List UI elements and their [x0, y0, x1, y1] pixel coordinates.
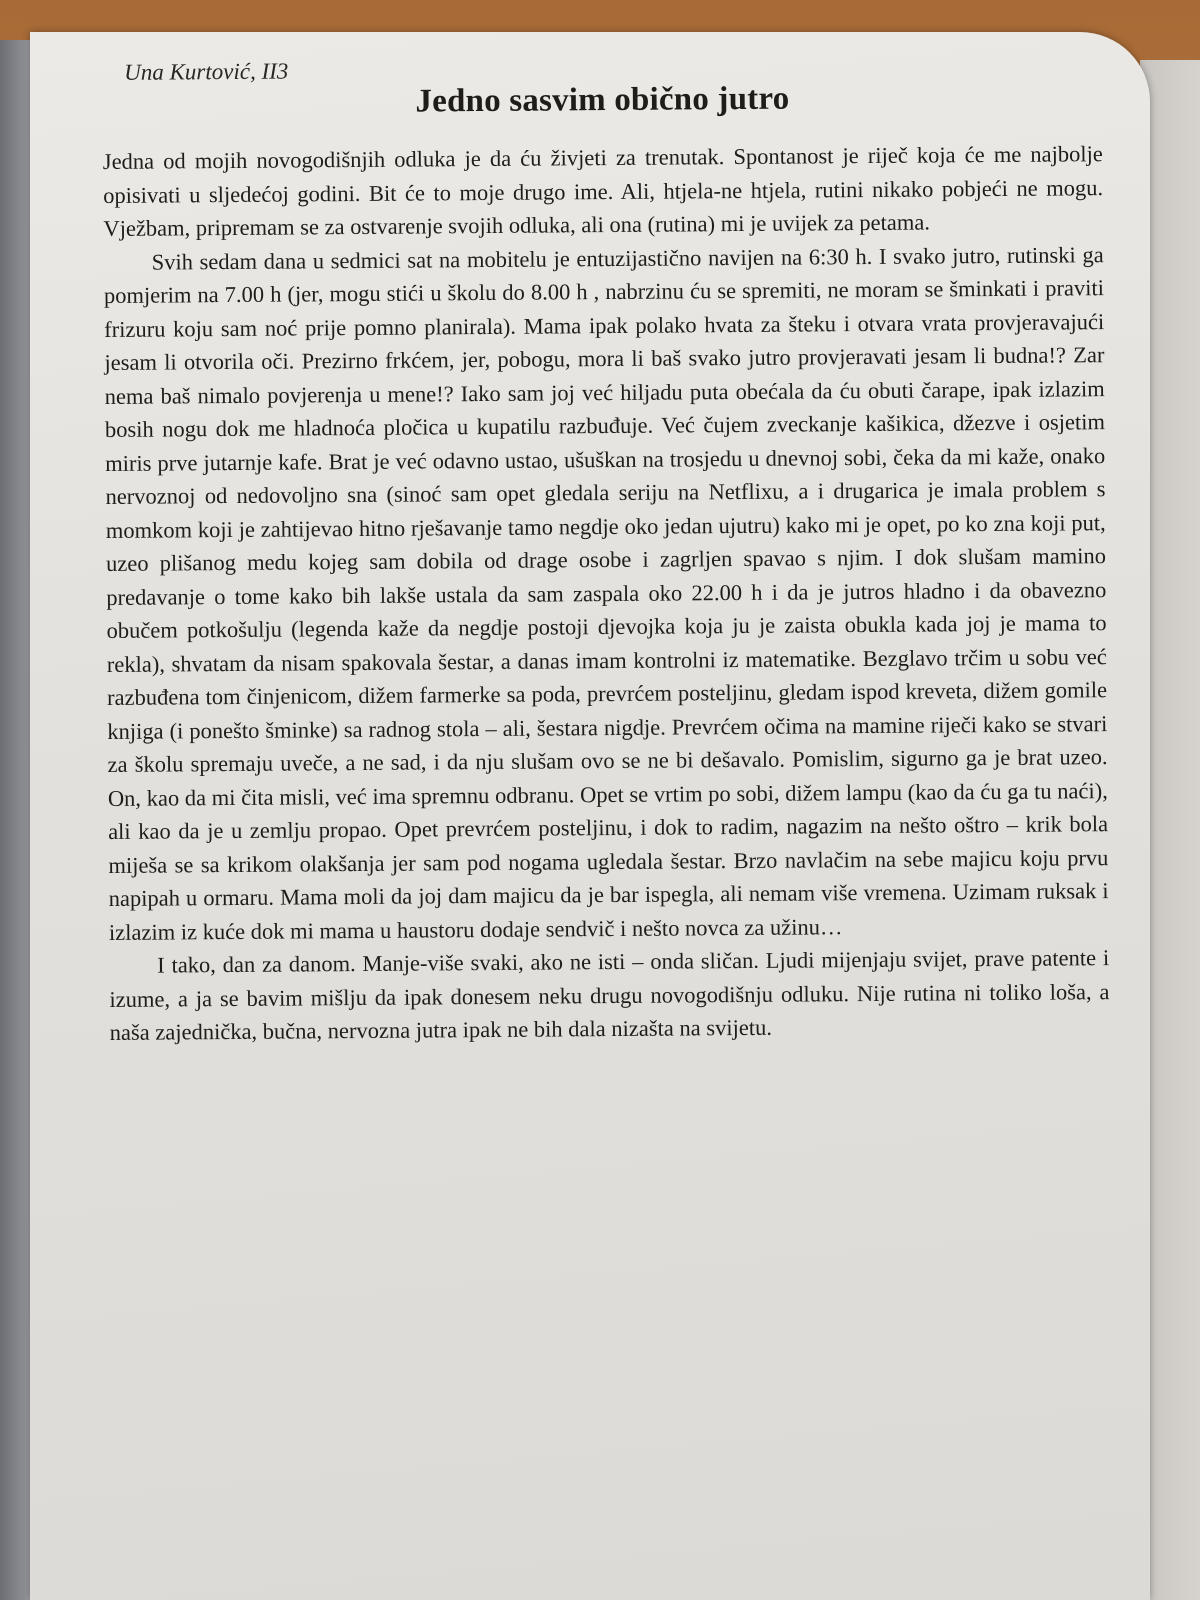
essay-title: Jedno sasvim obično jutro — [415, 80, 790, 120]
page-content — [102, 42, 1110, 1049]
paragraph: Svih sedam dana u sedmici sat na mobitelu je entuzijastično navijen na 6:30 h. I svako jutro, rutinski ga pomjerim na 7.00 h (jer, mogu stići u školu do 8.00 h , nabrzinu ću se spremiti, ne moram se šminkati i praviti frizuru koju sam noć prije pomno planirala). Mama ipak polako hvata za šteku i otvara vrata provjeravajući jesam li otvorila oči. Prezirno frkćem, jer, pobogu, mora li baš svako jutro provjeravati jesam li budna!? Zar nema baš nimalo povjerenja u mene!? Iako sam joj već hiljadu puta obećala da ću obuti čarape, ipak izlazim bosih nogu dok me hladnoća pločica u kupatilu razbuđuje. Već čujem zveckanje kašikica, džezve i osjetim miris prve jutarnje kafe. Brat je već odavno ustao, ušuškan na trosjedu u dnevnoj sobi, čeka da mi kaže, onako nervoznoj od nedovoljno sna (sinoć sam opet gledala seriju na Netflixu, a i drugarica je imala problem s momkom koji je zahtijevao hitno rješavanje tamo negdje oko jedan ujutru) kako mi je opet, po ko zna koji put, uzeo plišanog medu kojeg sam dobila od drage osobe i zagrljen spavao s njim. I dok slušam mamino predavanje o tome kako bih lakše ustala da sam zaspala oko 22.00 h i da je jutros hladno i da obavezno obučem potkošulju (legenda kaže da negdje postoji djevojka koja ju je zaista obukla kada joj je mama to rekla), shvatam da nisam spakovala šestar, a danas imam kontrolni iz matematike. Bezglavo trčim u sobu već razbuđena tom činjenicom, dižem farmerke sa poda, prevrćem posteljinu, gledam ispod kreveta, dižem gomile knjiga (i ponešto šminke) sa radnog stola – ali, šestara nigdje. Prevrćem očima na mamine riječi kako se stvari za školu spremaju uveče, a ne sad, i da nju slušam ovo se ne bi dešavalo. Pomislim, sigurno ga je brat uzeo. On, kao da mi čita misli, već ima spremnu odbranu. Opet se vrtim po sobi, dižem lampu (kao da ću ga tu naći), ali kao da je u zemlju propao. Opet prevrćem posteljinu, i dok to radim, nagazim na nešto oštro – krik bola miješa se sa krikom olakšanja jer sam pod nogama ugledala šestar. Brzo navlačim na sebe majicu koju prvu napipah u ormaru. Mama moli da joj dam majicu da je bar ispegla, ali nemam više vremena. Uzimam ruksak i izlazim iz kuće dok mi mama u haustoru dodaje sendvič i nešto novca za užinu… — [103, 241, 1109, 945]
author-line: Una Kurtović, II3 — [124, 58, 289, 85]
book-page — [30, 32, 1150, 1600]
paragraph: Jedna od mojih novogodišnjih odluka je da ću živjeti za trenutak. Spontanost je riječ koja će me najbolje opisivati u sljedećoj godini. Bit će to moje drugo ime. Ali, htjela-ne htjela, rutini nikako pobjeći ne mogu. Vježbam, pripremam se za ostvarenje svojih odluka, ali ona (rutina) mi je uvijek za petama. — [102, 141, 1104, 241]
paragraph: I tako, dan za danom. Manje-više svaki, ako ne isti – onda sličan. Ljudi mijenjaju svijet, prave patente i izume, a ja se bavim mišlju da ipak donesem neku drugu novogodišnju odluku. Nije rutina ni toliko loša, a naša zajednička, bučna, nervozna jutra ipak ne bih dala nizašta na svijetu. — [109, 945, 1110, 1045]
